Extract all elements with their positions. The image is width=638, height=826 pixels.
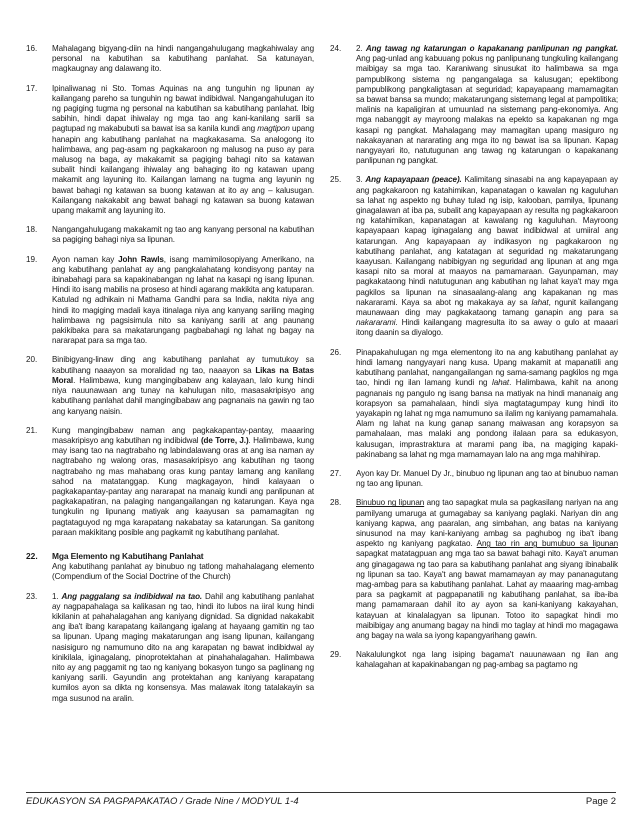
item-number: 23. [26, 591, 38, 601]
item-text [356, 44, 618, 166]
text-run: 2. [356, 44, 366, 53]
text-run: , isang mamimilosopiyang Amerikano, na ang kabutihang panlahat ay ang pangkalahatang kondisyong pantay na ibinabahagi para sa kapakinabangan ng lahat na kasapi ng isang lipunan. Hindi ito isang mabilis na proseso at hindi agarang makikita ang katuparan. Katulad ng adhikain ni Mathama Gandhi para sa India, nakita niya ang hindi ito magiging madali kaya itinalaga niya ang kanyang sariling maging halimbawa ng pagsisimula nito sa kaniyang sarili at ang paunang pakikibaka para sa makatarungang pagbabahagi ng lahat ng bagay na nararapat para sa mga tao. [52, 254, 314, 346]
item-text [52, 592, 314, 704]
list-item [330, 348, 618, 460]
item-text [52, 426, 314, 538]
text-run: 3. [356, 175, 366, 185]
footer-title: EDUKASYON SA PAGPAPAKATAO / Grade Nine / MODYUL 1-4 [26, 796, 299, 807]
text-run: , ngunit kailangang maunawaan ding may pagkakataong tamang ganapin ang para sa [356, 297, 618, 318]
text-run: Pinapakahulugan ng mga elementong ito na ang kabutihang panlahat ay hindi lamang nangyayari nang kusa. Upang makamit at mapanatili ang kabutihang panlahat, nangangailangan ng sama-samang pagkilos ng mga tao, hindi ng ilan lamang kundi ng [356, 347, 618, 388]
item-number: 26. [330, 347, 342, 357]
bold-term: John Rawls [118, 254, 164, 264]
item-text: Nakalulungkot nga lang isiping bagama't nauunawaan ng ilan ang kahalagahan at kapakinabangan ng pag-ambag sa pagtamo ng [356, 650, 618, 670]
list-item [26, 44, 314, 75]
element-title: Ang kapayapaan (peace). [365, 175, 462, 185]
item-number: 20. [26, 355, 38, 365]
item-text: Ayon kay Dr. Manuel Dy Jr., binubuo ng lipunan ang tao at binubuo naman ng tao ang lipunan. [356, 468, 618, 489]
list-item [26, 84, 314, 217]
item-number: 24. [330, 44, 342, 53]
list-item [330, 175, 618, 338]
item-number: 19. [26, 254, 38, 264]
text-run: . Halimbawa, kung may isang tao na nagtrabaho ng labindalawang oras at ang isa naman ay nagtrabaho ng walong oras, masasakripisyo ang kabutihan ng taong nagtrabaho ng mas mahabang oras kung pantay lamang ang kanilang sahod na matatanggap. Kung magkagayon, hindi kalayaan o pagkakapantay-pantay ang nararapat na manaig kundi ang panlipunan at pagkakapatiran, na palaging nangangailangan ng katarungan. Kaya nga tungkulin ng lipunang matiyak ang kaayusan sa pamamagitan ng pagtataguyod ng mga karapatang nakabatay sa katarungan. Sa ganitong paraan makikitang posible ang pagkamit ng kabutihang panlahat. [52, 435, 314, 537]
list-item [26, 225, 314, 245]
text-run: Ang pag-unlad ang kabuuang pokus ng panlipunang tungkuling kailangang maibigay sa mga tao. Karaniwang sinusukat ito halimbawa sa mga pampublikong sistema ng pangangalaga sa kalusugan; epektibong pampublikong pangkaligtasan at seguridad; kapayapaang mamamagitan sa bawat bansa sa mundo; makatarungang sistemang legal at pampolitika; malinis na kapaligiran at umuunlad na sistemang pang-ekonomiya. Ang mga nabanggit ay mayroong malakas na epekto sa kapakanan ng mga kasapi ng pangkat. Mahalagang may mamagitan upang masiguro ng nakakayanan at nararating ang mga ito ng bawat isa sa lipunan. Kapag nangyayari ito, natutugunan ang tawag ng katarungan o kapakanang panlipunan ng pangkat. [356, 54, 618, 166]
text-run: 1. [52, 591, 62, 601]
underlined-term: Ang tao rin ang bumubuo sa lipunan [476, 539, 618, 549]
item-number: 16. [26, 44, 38, 53]
italic-term: nakararami [356, 318, 396, 328]
text-run: Dahil ang kabutihang panlahat ay nagpapahalaga sa kalikasan ng tao, hindi ito lubos na iiral kung hindi kikilanin at pahahalagahan ang kaniyang dignidad. Sa dignidad nakakabit ang iba't ibang karapatang kailangang igalang at hayaang gamitin ng tao sa lipunan. Upang maging makatarungan ang isang lipunan, kailangang nasisiguro ng namumuno dito na ang karapatan ng bawat indibidwal ay kinikilala, iginagalang, pinoprotektahan at pinahahalagahan. Halimbawa nito ay ang paggamit ng tao ng kaniyang bokasyon tungo sa paglinang ng kaniyang sarili. Gayundin ang protektahan ang kaniyang karapatang kumilos ayon sa dikta ng konsensya. Mas malawak itong tatalakayin sa mga susunod na aralin. [52, 591, 315, 703]
list-item [26, 592, 314, 704]
right-column [330, 44, 618, 680]
item-number: 18. [26, 225, 38, 235]
section-text: Ang kabutihang panlahat ay binubuo ng tatlong mahahalagang elemento (Compendium of the Social Doctrine of the Church) [52, 562, 314, 582]
item-text [52, 355, 314, 416]
text-run: Kung mangingibabaw naman ang pagkakapantay-pantay, maaaring masakripisyo ang kabutihan ng indibidwal [52, 425, 314, 445]
text-run: . Hindi kailangang magresulta ito sa away o gulo at maaari itong daanin sa diyalogo. [356, 318, 618, 338]
item-number: 27. [330, 468, 342, 478]
text-run: sapagkat matatagpuan ang mga tao sa bawat bahagi nito. Kaya't anuman ang ginagagawa ng tao para sa kabutihang panlahat ang siyang ibinabalik ng lipunan sa tao. Kaya't ang bawat mamamayan ay may pananagutang mag-ambag para sa kabutihang panlahat. Lahat ay maaaring mag-ambag para sa pagkamit at pagpapanatili ng kabutihang panlahat, sa iba-iba mang pamamaraan dahil ito ay ayon sa kani-kaniyang kakayahan, katayuan at kinalalagyan sa lipunan. Totoo ito sapagkat hindi mo maibibigay ang anumang bagay na hindi mo taglay at hindi mo magagawa ang bagay na wala sa iyong kapangyarihang gawin. [356, 549, 618, 640]
italic-term: lahat [492, 378, 510, 388]
text-run: Ayon naman kay [52, 254, 119, 264]
element-title: Ang paggalang sa indibidwal na tao. [61, 591, 203, 601]
list-item [330, 44, 618, 166]
text-run: . Halimbawa, kahit na anong pagnanais ng pangulo ng isang bansa na matiyak na hindi mananaig ang korapsyon sa pamahalaan, hindi siya magtatagumpay kung hindi ito yayakapin ng lahat ng mga namumuno sa ilalim ng kaniyang pamamahala. Alam ng lahat na kung ganap sanang maiwasan ang korapsyon sa pamahalaan, mas malaki ang pondong ilalaan para sa edukasyon, kalusugan, imprastraktura at marami pang iba, na magiging kapaki-pakinabang sa lahat ng mga mamamayan lalo na ang mga mahihirap. [356, 378, 619, 459]
item-number: 25. [330, 175, 342, 185]
bold-term: (de Torre, J.) [200, 435, 249, 445]
text-run: Kalimitang sinasabi na ang kapayapaan ay ang pagkakaroon ng katahimikan, kapanatagan o kawalan ng kaguluhan sa lahat ng aspekto ng buhay tulad ng isip, kalooban, pamilya, lipunang ginagalawan at iba pa, subalit ang kapayapaan ay resulta ng pagkakaroon ng katahimikan, kapanatagan at kawalang ng kaguluhan. Mayroong kapayapaan kapag iginagalang ang bawat indibidwal at umiiral ang katarungan. Ang kapayapaan ay indikasyon ng pagkakaroon ng kabutihang panlahat, ang katatagan at seguridad ng makatarungang kaayusan. Kailangang nabibigyan ng seguridad ang lipunan at ang mga kasapi nito sa moral at maayos na pamamaraan. Gayunpaman, may pagkakataong hindi natutugunan ang kabutihan ng lahat kaya't may mga pagkilos sa lipunan na sinasaalang-alang ang kapakanan ng mas nakararami. Kaya sa abot ng makakaya ay sa [356, 175, 618, 307]
element-title: Ang tawag ng katarungan o kapakanang panlipunan ng pangkat. [365, 44, 618, 53]
item-number: 29. [330, 650, 342, 660]
section-item [26, 551, 314, 583]
text-run: upang hanapin ang kabutihang panlahat na magkakasama. Sa analogong ito halimbawa, ang pag-asam ng pagkakaroon ng malusog na puso ay para malusog na baga, ay makakamit sa pagiging bahagi nito sa katawan subalit hindi kailangang ihiwalay ang bahaging ito ng katawan upang makamit ang layuning ito. Kailangan lamang na tugma ang layunin ng bawat bahagi ng katawan sa buong katawan at ito ay ang – kalusugan. Kailangang nakakabit ang bawat bahagi ng katawan sa buong katawan upang makamit ang layuning ito. [52, 124, 314, 216]
list-item [26, 426, 314, 538]
section-body [52, 551, 314, 583]
page-footer [26, 792, 616, 807]
list-item [330, 469, 618, 489]
item-text: Nangangahulugang makakamit ng tao ang kanyang personal na kabutihan sa pagiging bahagi niya sa lipunan. [52, 225, 314, 245]
item-number: 28. [330, 498, 342, 508]
item-text [356, 175, 618, 338]
left-column [26, 44, 314, 713]
item-text [52, 255, 314, 347]
item-number: 17. [26, 83, 38, 93]
list-item [26, 355, 314, 416]
bold-term: Likas na Batas Moral [52, 365, 314, 385]
list-item [330, 650, 618, 670]
list-item [26, 255, 314, 347]
text-run: ang tao sapagkat mula sa pagkasilang nariyan na ang pamilyang umaruga at gumagabay sa kaniyang paglaki. Nariyan din ang kaniyang kapwa, ang paaralan, ang simbahan, ang batas na kaniyang sinusunod na may kani-kaniyang ambag sa paghubog ng iba't ibang aspekto ng kaniyang pagkatao. [356, 498, 618, 549]
list-item [330, 498, 618, 641]
item-text [52, 84, 314, 217]
item-text: Mahalagang bigyang-diin na hindi nangangahulugang magkahiwalay ang personal na kabutihan sa kabutihang panlahat. Sa katunayan, magkaugnay ang dalawang ito. [52, 44, 314, 74]
text-run: Ipinaliwanag ni Sto. Tomas Aquinas na ang tunguhin ng lipunan ay kailangang pareho sa tunguhin ng bawat indibidwal. Nangangahulugan ito ng pagiging tugma ng personal na kabutihan sa kabutihang panlahat. Ibig sabihin, hindi dapat ihiwalay ng mga tao ang kani-kanilang sarili sa pagtupad ng makabubuti sa bawat isa sa kanila kundi ang [52, 83, 314, 134]
italic-term: magtipon [257, 124, 290, 134]
underlined-term: Binubuo ng lipunan [356, 498, 425, 508]
page-number: Page 2 [585, 796, 616, 807]
item-number: 22. [26, 550, 38, 561]
item-text [356, 348, 618, 460]
item-text [356, 498, 618, 641]
section-heading: Mga Elemento ng Kabutihang Panlahat [52, 550, 204, 561]
text-run: . Halimbawa, kung mangingibabaw ang kalayaan, lalo kung hindi niya nauunawaan ang tunay na kahulugan nito, masasakripisyo ang kabutihang panlahat dahil mangingibabaw ang pagnanais na gawin ng tao ang kanyang naisin. [52, 375, 314, 416]
italic-term: lahat [531, 297, 549, 307]
text-run: Binibigyang-linaw ding ang kabutihang panlahat ay tumutukoy sa kabutihang naaayon sa moralidad ng tao, naaayon sa [52, 355, 314, 375]
item-number: 21. [26, 425, 38, 435]
